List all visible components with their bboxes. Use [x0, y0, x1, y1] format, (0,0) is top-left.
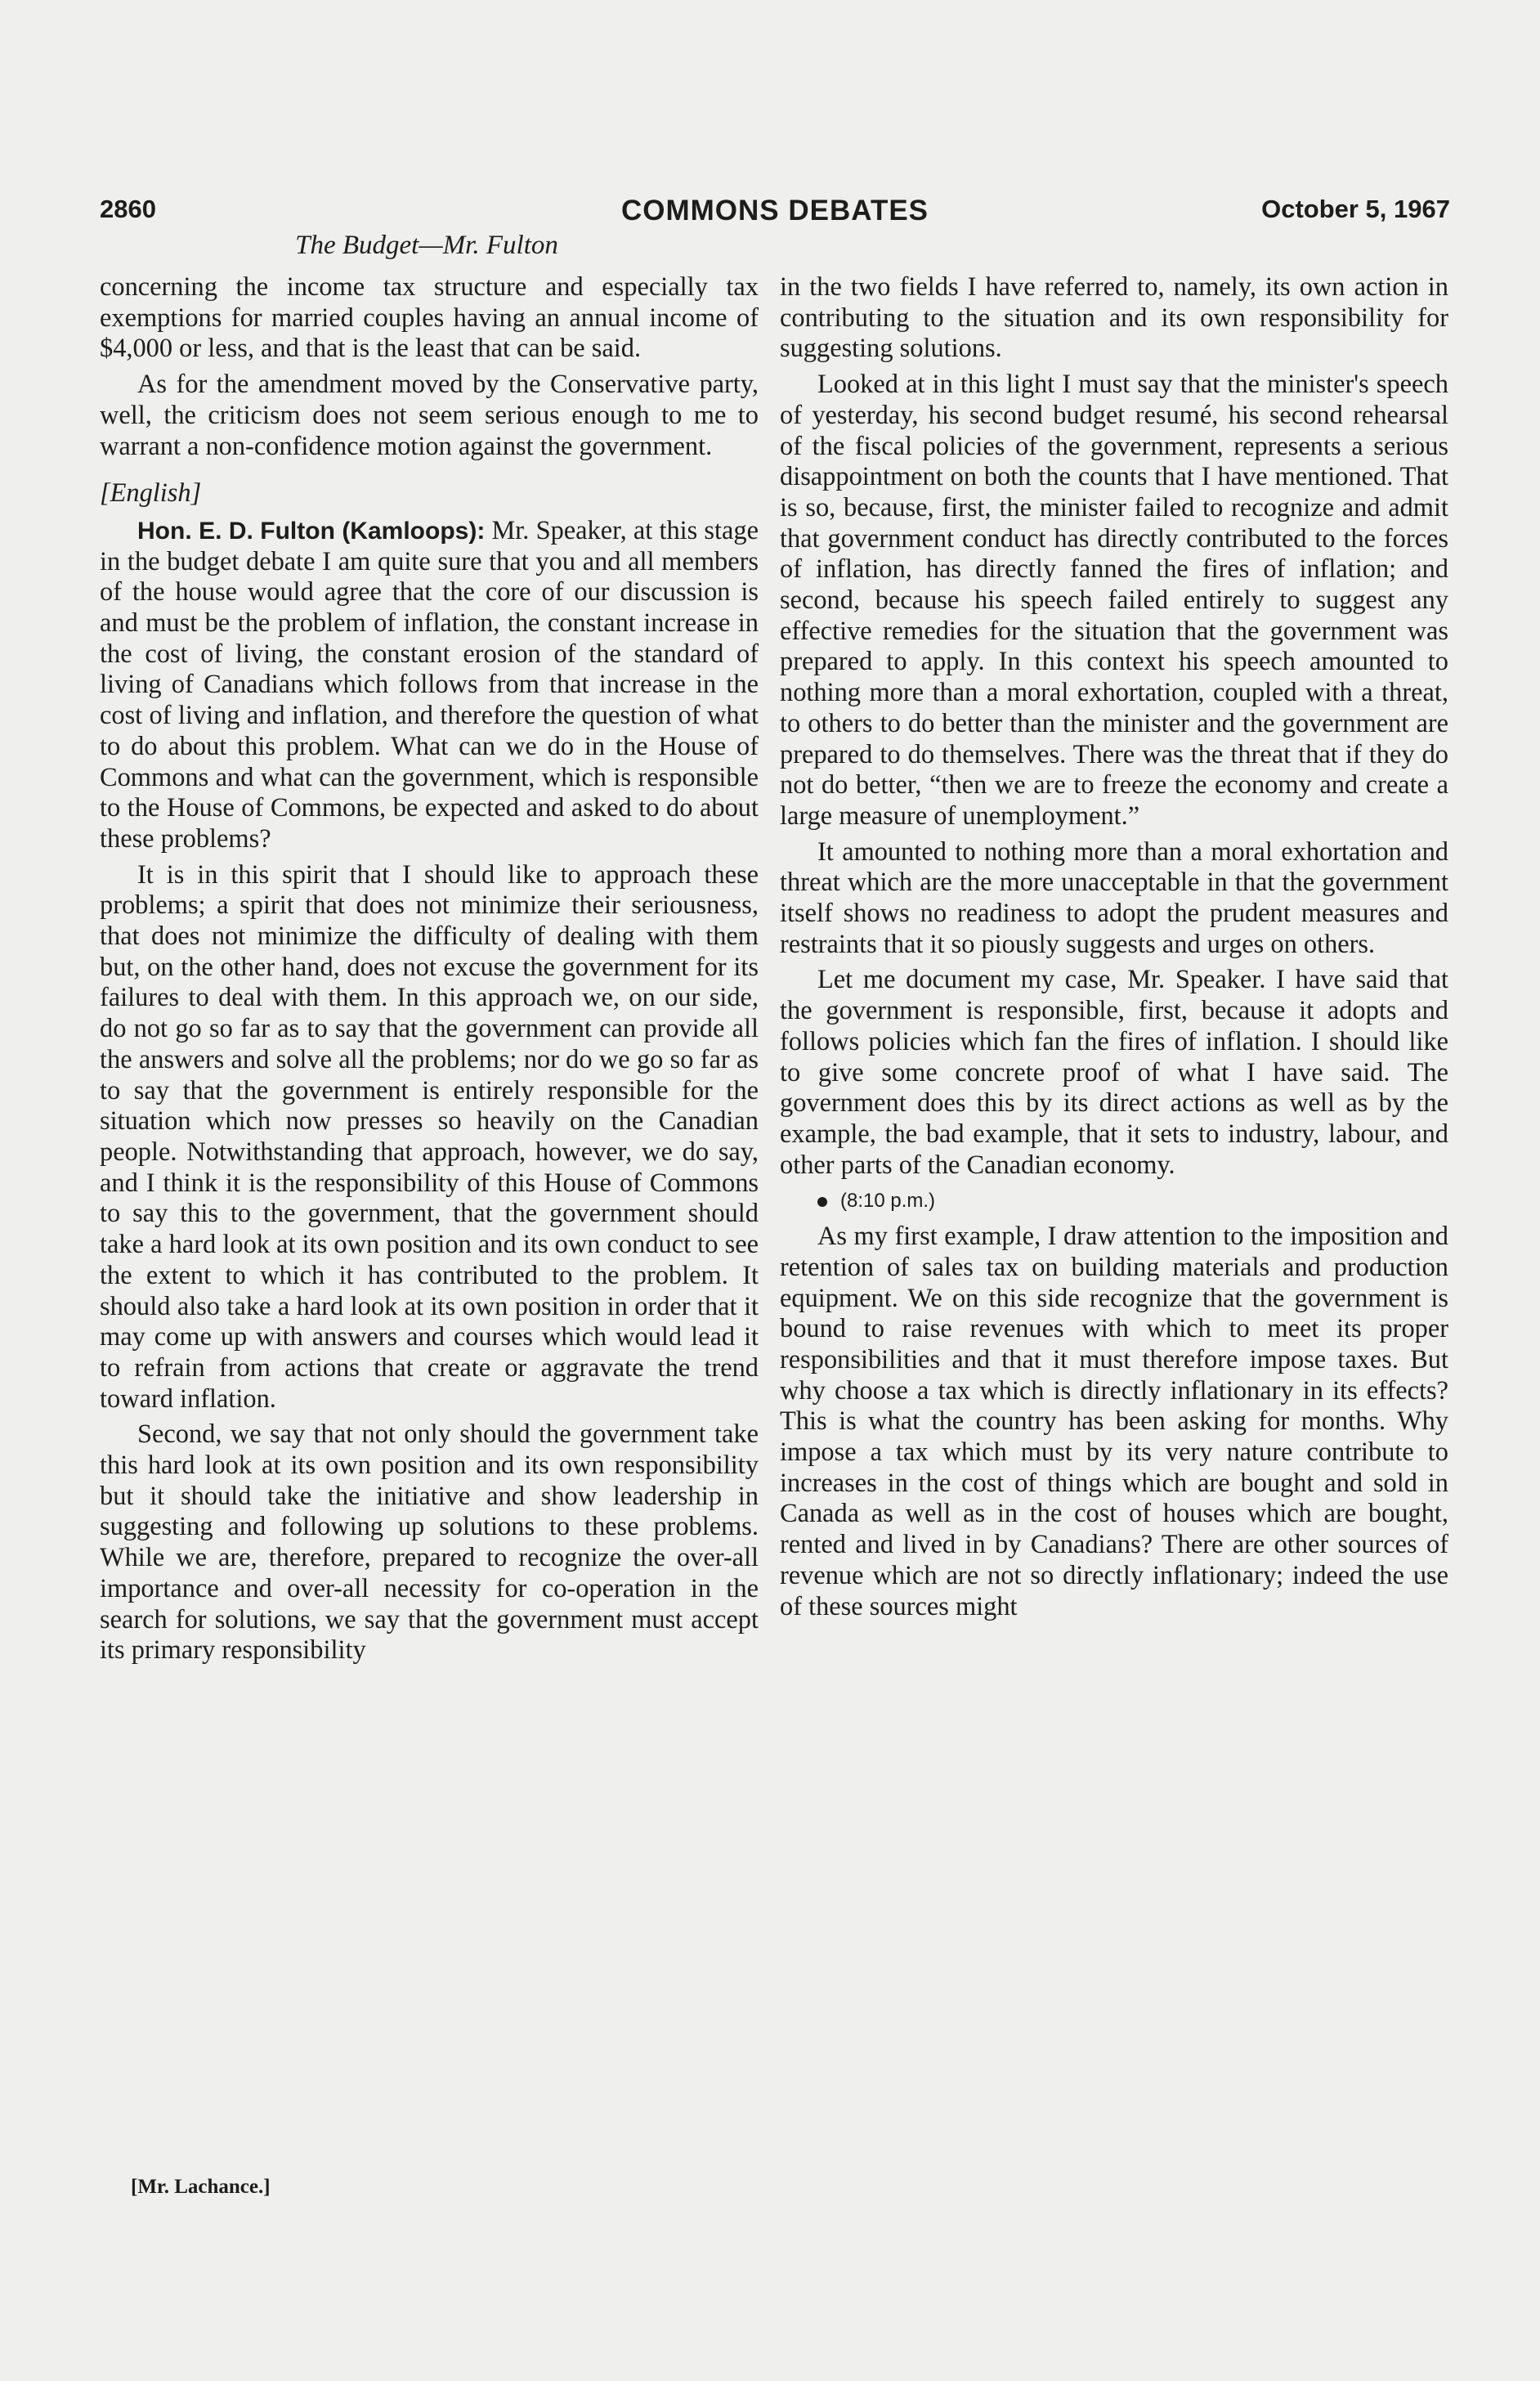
paragraph: As for the amendment moved by the Conservative party, well, the criticism does not seem serious enough to me to warrant a non-confidence motion against the government. [100, 370, 759, 461]
paragraph: in the two fields I have referred to, namely, its own action in contributing to the situation and its own responsibility for suggesting solutions. [780, 272, 1448, 364]
speaker-name: Hon. E. D. Fulton (Kamloops): [137, 517, 486, 545]
bullet-dot-icon [817, 1197, 827, 1207]
speech-text: Mr. Speaker, at this stage in the budget debate I am quite sure that you and all members of the house would agree that the core of our discussion is and must be the problem of inflation, the constant increase in the cost of living, the constant erosion of the standard of living of Canadians which follows from that increase in the cost of living and inflation, and therefore the question of what to do about this problem. What can we do in the House of Commons and what can the government, which is responsible to the House of Commons, be expected and asked to do about these problems? [100, 515, 759, 854]
speaker-paragraph [100, 516, 759, 855]
publication-date: October 5, 1967 [1261, 195, 1450, 223]
language-tag: [English] [100, 478, 202, 509]
publication-title: COMMONS DEBATES [620, 195, 929, 226]
left-column [100, 272, 759, 1671]
right-column [780, 272, 1448, 1627]
page-number: 2860 [100, 195, 156, 223]
page-footer: [Mr. Lachance.] [131, 2176, 271, 2198]
paragraph: As my first example, I draw attention to the imposition and retention of sales tax on building materials and production equipment. We on this side recognize that the government is bound to raise revenues with which to meet its proper responsibilities and that it must therefore impose taxes. But why choose a tax which is directly inflationary in its effects? This is what the country has been asking for months. Why impose a tax which must by its very nature contribute to increases in the cost of things which are bought and sold in Canada as well as in the cost of houses which are bought, rented and lived in by Canadians? There are other sources of revenue which are not so directly inflationary; indeed the use of these sources might [780, 1222, 1448, 1621]
time-marker-text: (8:10 p.m.) [840, 1190, 936, 1213]
paragraph: It amounted to nothing more than a moral exhortation and threat which are the more unacceptable in that the government itself shows no readiness to adopt the prudent measures and restraints that it so piously suggests and urges on others. [780, 836, 1448, 959]
paragraph: Looked at in this light I must say that the minister's speech of yesterday, his second budget resumé, his second rehearsal of the fiscal policies of the government, represents a serious disappointment on both the counts that I have mentioned. That is so, because, first, the minister failed to recognize and admit that government conduct has directly contributed to the forces of inflation, has directly fanned the fires of inflation; and second, because his speech failed entirely to suggest any effective remedies for the situation that the government was prepared to apply. In this context his speech amounted to nothing more than a moral exhortation, coupled with a threat, to others to do better than the minister and the government are prepared to do themselves. There was the threat that if they do not do better, “then we are to freeze the economy and create a large measure of unemployment.” [780, 370, 1448, 831]
paragraph: It is in this spirit that I should like to approach these problems; a spirit that does not minimize their seriousness, that does not minimize the difficulty of dealing with them but, on the other hand, does not excuse the government for its failures to deal with them. In this approach we, on our side, do not go so far as to say that the government can provide all the answers and solve all the problems; nor do we go so far as to say that the government is entirely responsible for the situation which now presses so heavily on the Canadian people. Notwithstanding that approach, however, we do say, and I think it is the responsibility of this House of Commons to say this to the government, that the government should take a hard look at its own position and its own conduct to see the extent to which it has contributed to the problem. It should also take a hard look at its own position in order that it may come up with answers and courses which would lead it to refrain from actions that create or aggravate the trend toward inflation. [100, 859, 759, 1414]
page-header [100, 195, 1450, 235]
paragraph: concerning the income tax structure and especially tax exemptions for married couples having an annual income of $4,000 or less, and that is the least that can be said. [100, 272, 759, 364]
paragraph: Let me document my case, Mr. Speaker. I have said that the government is responsible, first, because it adopts and follows policies which fan the fires of inflation. I should like to give some concrete proof of what I have said. The government does this by its direct actions as well as by the example, the bad example, that it sets to industry, labour, and other parts of the Canadian economy. [780, 965, 1448, 1180]
paragraph: Second, we say that not only should the government take this hard look at its own position and its own responsibility but it should take the initiative and show leadership in suggesting and following up solutions to these problems. While we are, therefore, prepared to recognize the over-all importance and over-all necessity for co-operation in the search for solutions, we say that the government must accept its primary responsibility [100, 1419, 759, 1666]
running-subheading: The Budget—Mr. Fulton [295, 231, 558, 260]
time-marker [780, 1186, 1448, 1217]
